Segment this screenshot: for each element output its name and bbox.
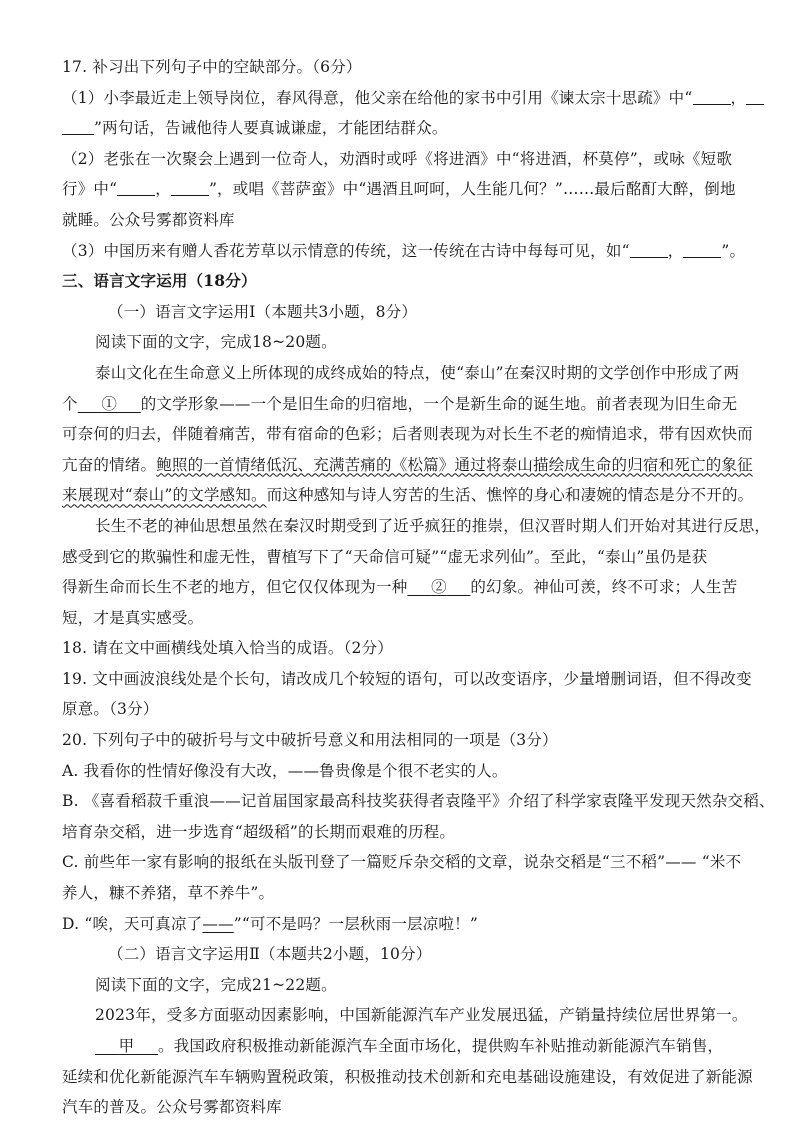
q17-item2-line2: 行》中“ ， ”，或唱《菩萨蛮》中“遇酒且呵呵，人生能几何？”……最后酩酊大醉，倒地 xyxy=(62,180,736,199)
passage1-line7: 感受到它的欺骗性和虚无性，曹植写下了“天命信可疑”“虚无求列仙”。至此，“泰山”虽仍是获 xyxy=(62,547,708,566)
q17-item1-line1: （1）小李最近走上领导岗位，春风得意，他父亲在给他的家书中引用《谏太宗十思疏》中“ ， xyxy=(62,83,760,114)
q20-option-c-line1[interactable]: C. 前些年一家有影响的报纸在头版刊登了一篇贬斥杂交稻的文章，说杂交稻是“三不稻”—— “米不 xyxy=(62,853,742,872)
q18-text: 18. 请在文中画横线处填入恰当的成语。（2分） xyxy=(62,639,393,658)
passage2-line4: 汽车的普及。公众号雾都资料库 xyxy=(62,1098,282,1117)
wavy-underlined-text: 鲍照的一首情绪低沉、充满苦痛的《松篇》通过将泰山描绘成生命的归宿和死亡的象征 xyxy=(156,455,753,474)
passage2-line3: 延续和优化新能源汽车车辆购置税政策，积极推动技术创新和充电基础设施建设，有效促进了新能源 xyxy=(62,1067,753,1086)
passage1-line4: 亢奋的情绪。鲍照的一首情绪低沉、充满苦痛的《松篇》通过将泰山描绘成生命的归宿和死亡的象征 xyxy=(62,455,753,474)
sub1-instruction: 阅读下面的文字，完成18~20题。 xyxy=(95,333,337,352)
q20-option-c-line2: 养人，糠不养猪，草不养牛”。 xyxy=(62,884,275,903)
q20-option-b-line2: 培育杂交稻，进一步选育“超级稻”的长期而艰难的历程。 xyxy=(62,822,456,841)
q20-stem: 20. 下列句子中的破折号与文中破折号意义和用法相同的一项是（3分） xyxy=(62,731,558,750)
sub2-instruction: 阅读下面的文字，完成21~22题。 xyxy=(95,975,337,994)
passage1-line5: 来展现对“泰山”的文学感知。而这种感知与诗人穷苦的生活、憔悴的身心和凄婉的情态是分不开的。 xyxy=(62,486,754,505)
passage1-line3: 可奈何的归去，伴随着痛苦，带有宿命的色彩；后者则表现为对长生不老的痴情追求，带有因欢快而 xyxy=(62,425,753,444)
section3-heading: 三、语言文字运用（18分） xyxy=(62,271,257,291)
q17-item3: （3）中国历来有赠人香花芳草以示情意的传统，这一传统在古诗中每每可见，如“ ， ”。 xyxy=(62,241,746,260)
answer-blank[interactable] xyxy=(62,118,94,135)
passage2-line1: 2023年，受多方面驱动因素影响，中国新能源汽车产业发展迅猛，产销量持续位居世界第一。 xyxy=(95,1006,748,1025)
blank-1[interactable]: ① xyxy=(101,394,118,413)
passage1-line2: 个 ① 的文学形象——一个是旧生命的归宿地，一个是新生命的诞生地。前者表现为旧生命无 xyxy=(62,394,738,413)
q20-option-a[interactable]: A. 我看你的性情好像没有大改，——鲁贵像是个很不老实的人。 xyxy=(62,761,508,780)
q17-item2-line3: 就睡。公众号雾都资料库 xyxy=(62,210,235,229)
blank-2[interactable]: ② xyxy=(431,578,447,597)
wavy-underlined-text: 来展现对“泰山”的文学感知。 xyxy=(62,486,267,505)
answer-blank[interactable] xyxy=(630,241,668,258)
q19-line2: 原意。（3分） xyxy=(62,700,159,719)
answer-blank[interactable] xyxy=(171,179,209,196)
sub2-heading: （二）语言文字运用Ⅱ（本题共2小题，10分） xyxy=(108,945,432,964)
passage2-line2: 甲 。我国政府积极推动新能源汽车全面市场化，提供购车补贴推动新能源汽车销售， xyxy=(62,1031,760,1062)
q19-line1: 19. 文中画波浪线处是个长句，请改成几个较短的语句，可以改变语序，少量增删词语，但不得改变 xyxy=(62,669,752,688)
q17-item1-line2: ”两句话，告诫他待人要真诚谦虚，才能团结群众。 xyxy=(62,113,760,144)
q20-option-b-line1[interactable]: B. 《喜看稻菽千重浪——记首届国家最高科技奖获得者袁隆平》介绍了科学家袁隆平发现天然杂交稻、 xyxy=(62,792,775,811)
answer-blank[interactable] xyxy=(746,88,764,105)
passage1-line8: 得新生命而长生不老的地方，但它仅仅体现为一种 ② 的幻象。神仙可羡，终不可求；人生苦 xyxy=(62,578,738,597)
q17-heading: 17. 补习出下列句子中的空缺部分。（6分） xyxy=(62,58,362,76)
answer-blank[interactable] xyxy=(117,179,155,196)
passage1-line9: 短，才是真实感受。 xyxy=(62,608,204,627)
answer-blank[interactable] xyxy=(683,241,721,258)
passage1-line6: 长生不老的神仙思想虽然在秦汉时期受到了近乎疯狂的推崇，但汉晋时期人们开始对其进行反思， xyxy=(95,516,771,535)
answer-blank[interactable] xyxy=(693,88,731,105)
q17-item2-line1: （2）老张在一次聚会上遇到一位奇人，劝酒时或呼《将进酒》中“将进酒，杯莫停”，或咏《短歌 xyxy=(62,149,733,168)
q20-option-d[interactable]: D. “唉，天可真凉了——”“可不是吗？一层秋雨一层凉啦！” xyxy=(62,914,478,933)
passage1-line1: 泰山文化在生命意义上所体现的成终成始的特点，使“泰山”在秦汉时期的文学创作中形成了两 xyxy=(95,363,740,382)
sub1-heading: （一）语言文字运用Ⅰ（本题共3小题，8分） xyxy=(108,302,418,321)
blank-jia[interactable]: 甲 xyxy=(118,1037,135,1055)
